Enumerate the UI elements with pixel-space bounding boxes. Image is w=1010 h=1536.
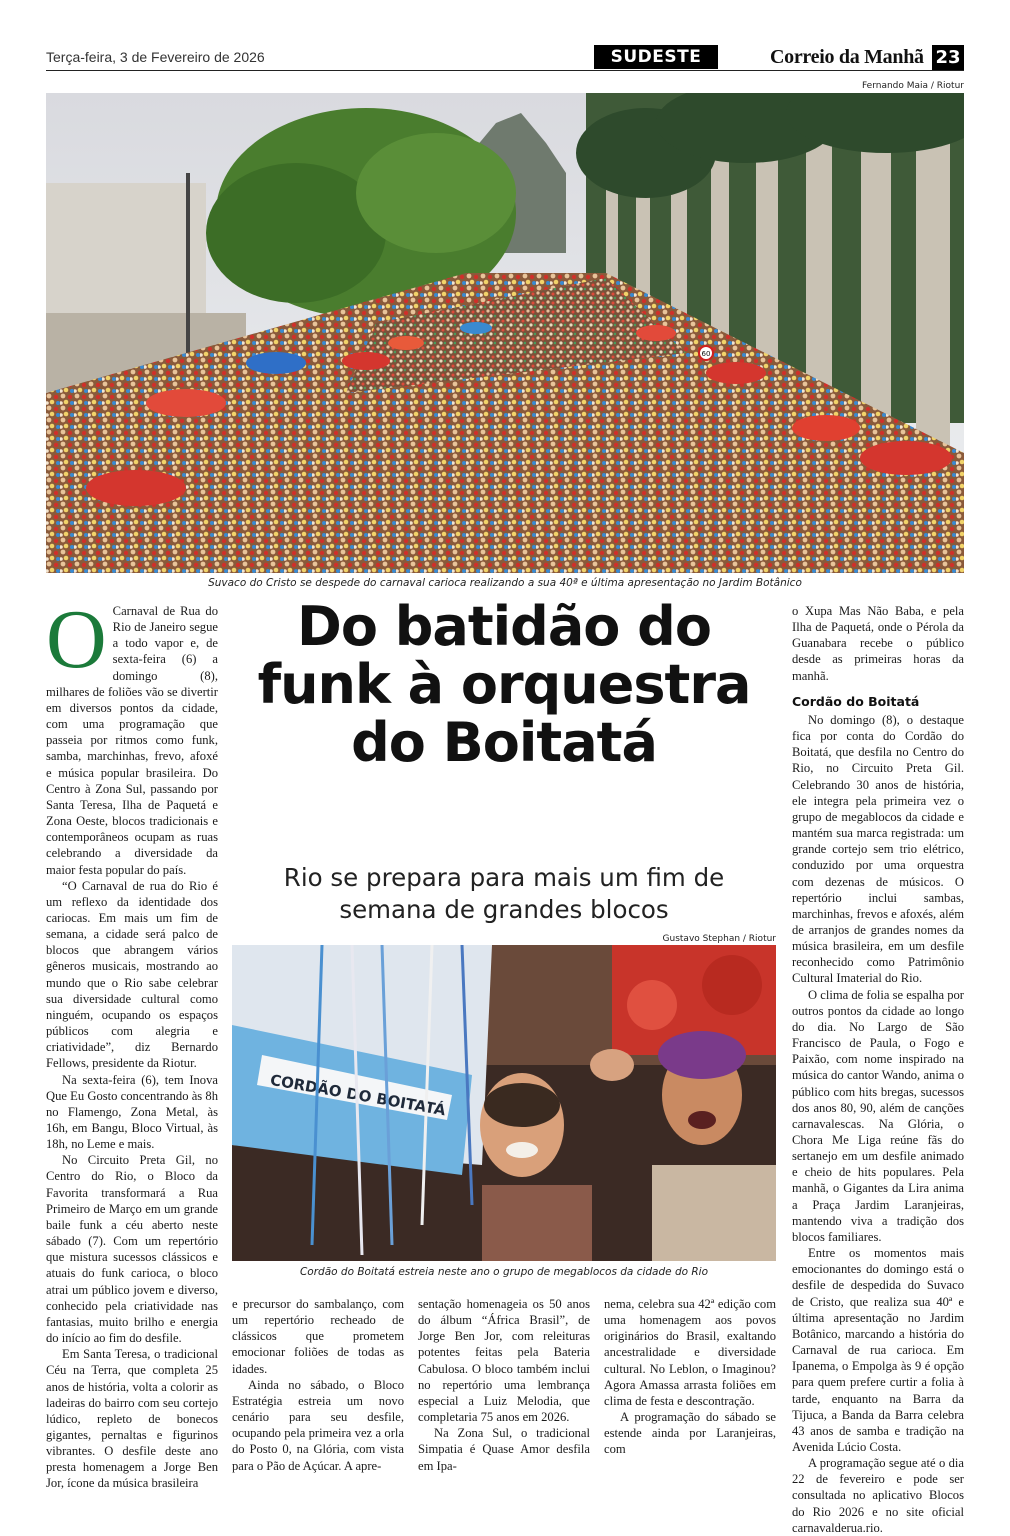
paragraph: O clima de folia se espalha por outros pontos da cidade ao longo do dia. No Largo de São Francisco de Paula, o Fogo e Paixão, com nome inspirado na música do cantor Wando, anima o público com hits bregas, sucessos dos anos 80, 90, além de canções carnavalescas. Na Glória, o Chora Me Liga reúne fãs do sertanejo em um desfile animado e cheio de hits populares. Pela manhã, o Gigantes da Lira anima a Praça Jardim Laranjeiras, mantendo viva a tradição dos blocos familiares. xyxy=(792,987,964,1244)
paragraph: A programação do sábado se estende ainda por Laranjeiras, com xyxy=(604,1410,776,1457)
speed-sign: 60 xyxy=(701,350,711,358)
article-column-3 xyxy=(418,1296,590,1474)
paragraph: “O Carnaval de rua do Rio é um reflexo da identidade dos cariocas. Em mais um fim de semana, a cidade será palco de blocos que abrangem vários gêneros musicais, mostrando ao mundo que o Rio sabe celebrar sua diversidade cultural como ninguém, ocupando os espaços públicos com alegria e criatividade”, diz Bernardo Fellows, presidente da Riotur. xyxy=(46,878,218,1071)
drop-cap: O xyxy=(46,593,107,686)
article-column-5 xyxy=(792,603,964,1536)
paragraph: No Circuito Preta Gil, no Centro do Rio, o Bloco da Favorita transformará a Rua Primeiro de Março em um grande baile funk a céu aberto neste sábado (7). Com um repertório que mistura sucessos clássicos e atuais do funk carioca, o bloco atrai um público jovem e diverso, conhecido pela criatividade nas fantasias, muito brilho e energia do início ao fim do desfile. xyxy=(46,1153,218,1346)
main-photo-caption: Suvaco do Cristo se despede do carnaval carioca realizando a sua 40ª e última apresentação no Jardim Botânico xyxy=(208,577,802,589)
paragraph: Na sexta-feira (6), tem Inova Que Eu Gosto concentrando às 8h no Flamengo, Zona Metal, às 16h, em Bangu, Bloco Virtual, às 18h, no Leme e mais. xyxy=(46,1072,218,1152)
header-rule xyxy=(46,70,964,71)
banner-text: CORDÃO DO BOITATÁ xyxy=(268,1070,447,1120)
paragraph: No domingo (8), o destaque fica por conta do Cordão do Boitatá, que desfila no Centro do Rio, no Circuito Preta Gil. Celebrando 30 anos de história, ele integra pela primeira vez o grupo de megablocos da cidade e mantém sua marca registrada: um grande cortejo sem trio elétrico, conduzido por uma orquestra com dezenas de músicos. O repertório inclui sambas, marchinhas, frevos e afoxés, além de arranjos de grandes nomes da música brasileira, em um desfile reconhecido como Patrimônio Cultural Imaterial do Rio. xyxy=(792,712,964,986)
paragraph: Em Santa Teresa, o tradicional Céu na Terra, que completa 25 anos de história, volta a colorir as ladeiras do bairro com seu cortejo lúdico, repleto de bonecos gigantes, pernaltas e figurinos vibrantes. O desfile deste ano presta homenagem a Jorge Ben Jor, ícone da música brasileira xyxy=(46,1347,218,1491)
paragraph: e precursor do sambalanço, com um repertório recheado de clássicos que prometem emocionar foliões de todas as idades. xyxy=(232,1297,404,1376)
paragraph: nema, celebra sua 42ª edição com uma homenagem aos povos originários do Brasil, exaltando ancestralidade e diversidade cultural. No Leblon, o Imaginou? Agora Amassa arrasta foliões em clima de festa e descontração. xyxy=(604,1297,776,1408)
article-column-2 xyxy=(232,1296,404,1474)
publication-date: Terça-feira, 3 de Fevereiro de 2026 xyxy=(46,49,265,65)
article-column-1 xyxy=(46,593,218,1492)
headline: Do batidão do funk à orquestra do Boitatá xyxy=(257,595,751,774)
paragraph: Ainda no sábado, o Bloco Estratégia estreia um novo cenário para seu desfile, ocupando pela primeira vez a orla do Posto 0, na Glória, com vista para o Pão de Açúcar. A apre- xyxy=(232,1377,404,1473)
section-label: SUDESTE xyxy=(594,45,718,69)
section-heading: Cordão do Boitatá xyxy=(792,693,920,709)
paragraph: Carnaval de Rua do Rio de Janeiro segue a todo vapor e, de sexta-feira (6) a domingo (8), milhares de foliões vão se divertir em diversos pontos da cidade, com uma programação que passeia por ritmos como funk, samba, marchinhas, frevo, afoxé e música popular brasileira. Do Centro à Zona Sul, passando por Santa Teresa, Ilha de Paquetá e Zona Oeste, blocos tradicionais e contemporâneos ocupam as ruas celebrando a diversidade da maior festa popular do país. xyxy=(46,604,218,877)
article-column-4 xyxy=(604,1296,776,1458)
paragraph: sentação homenageia os 50 anos do álbum “África Brasil”, de Jorge Ben Jor, com releituras potentes feitas pela Bateria Cabulosa. O bloco também inclui no repertório uma lembrança especial a Luiz Melodia, que completaria 75 anos em 2026. xyxy=(418,1297,590,1425)
paragraph: Na Zona Sul, o tradicional Simpatia é Quase Amor desfila em Ipa- xyxy=(418,1426,590,1473)
main-photo xyxy=(46,93,964,573)
second-photo xyxy=(232,945,776,1261)
paragraph: Entre os momentos mais emocionantes do domingo está o desfile de despedida do Suvaco de Cristo, que realiza sua 40ª e última apresentação no Jardim Botânico, marcando a história do Carnaval de rua carioca. Em Ipanema, o Empolga às 9 é opção para quem prefere curtir a folia à tarde, enquanto na Barra da Tijuca, a Banda da Barra celebra 43 anos de samba e tradição na Avenida Lúcio Costa. xyxy=(792,1246,964,1454)
second-photo-credit: Gustavo Stephan / Riotur xyxy=(662,934,776,944)
newspaper-logo: Correio da Manhã xyxy=(770,46,924,68)
paragraph: o Xupa Mas Não Baba, e pela Ilha de Paquetá, onde o Pérola da Guanabara recebe o público desde as primeiras horas da manhã. xyxy=(792,604,964,683)
main-photo-credit: Fernando Maia / Riotur xyxy=(861,81,964,91)
second-photo-caption: Cordão do Boitatá estreia neste ano o grupo de megablocos da cidade do Rio xyxy=(299,1266,709,1278)
paragraph: A programação segue até o dia 22 de fevereiro e pode ser consultada no aplicativo Blocos do Rio 2026 e no site oficial carnavalderua.rio. xyxy=(792,1456,964,1535)
page-number: 23 xyxy=(932,45,964,70)
subheadline: Rio se prepara para mais um fim de semana de grandes blocos xyxy=(283,863,725,924)
